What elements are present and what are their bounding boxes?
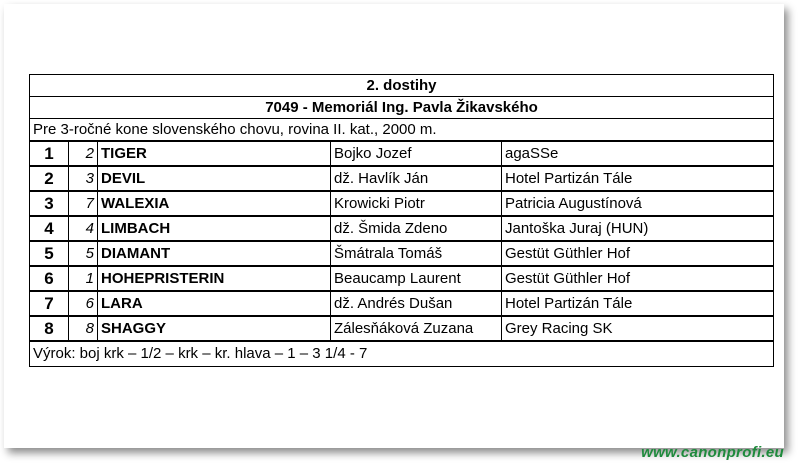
race-name: 7049 - Memoriál Ing. Pavla Žikavského [30, 97, 774, 119]
place-cell: 2 [30, 166, 69, 191]
owner-cell: Patricia Augustínová [502, 191, 774, 216]
owner-cell: Grey Racing SK [502, 316, 774, 341]
horse-cell: DIAMANT [98, 241, 331, 266]
owner-cell: Gestüt Güthler Hof [502, 241, 774, 266]
finish-margins: Výrok: boj krk – 1/2 – krk – kr. hlava – 1 – 3 1/4 - 7 [30, 341, 774, 367]
horse-cell: HOHEPRISTERIN [98, 266, 331, 291]
watermark: www.canonprofi.eu [641, 444, 784, 461]
jockey-cell: Bojko Jozef [331, 141, 502, 166]
start-number-cell: 2 [69, 141, 98, 166]
race-name-row [30, 97, 774, 119]
owner-cell: Hotel Partizán Tále [502, 166, 774, 191]
place-cell: 3 [30, 191, 69, 216]
place-cell: 6 [30, 266, 69, 291]
start-number-cell: 6 [69, 291, 98, 316]
place-cell: 8 [30, 316, 69, 341]
start-number-cell: 7 [69, 191, 98, 216]
table-row [30, 291, 774, 316]
table-row [30, 241, 774, 266]
race-conditions: Pre 3-ročné kone slovenského chovu, rovina II. kat., 2000 m. [30, 119, 774, 142]
table-row [30, 166, 774, 191]
horse-cell: LIMBACH [98, 216, 331, 241]
owner-cell: agaSSe [502, 141, 774, 166]
place-cell: 1 [30, 141, 69, 166]
owner-cell: Hotel Partizán Tále [502, 291, 774, 316]
table-row [30, 266, 774, 291]
race-heading-row [30, 75, 774, 97]
table-row [30, 216, 774, 241]
start-number-cell: 3 [69, 166, 98, 191]
horse-cell: WALEXIA [98, 191, 331, 216]
horse-cell: TIGER [98, 141, 331, 166]
horse-cell: LARA [98, 291, 331, 316]
owner-cell: Jantoška Juraj (HUN) [502, 216, 774, 241]
start-number-cell: 5 [69, 241, 98, 266]
start-number-cell: 1 [69, 266, 98, 291]
table-row [30, 191, 774, 216]
jockey-cell: dž. Havlík Ján [331, 166, 502, 191]
race-heading: 2. dostihy [30, 75, 774, 97]
horse-cell: SHAGGY [98, 316, 331, 341]
table-row [30, 316, 774, 341]
jockey-cell: Zálesňáková Zuzana [331, 316, 502, 341]
jockey-cell: Šmátrala Tomáš [331, 241, 502, 266]
place-cell: 4 [30, 216, 69, 241]
jockey-cell: dž. Šmida Zdeno [331, 216, 502, 241]
margins-row [30, 341, 774, 367]
owner-cell: Gestüt Güthler Hof [502, 266, 774, 291]
race-conditions-row [30, 119, 774, 142]
horse-cell: DEVIL [98, 166, 331, 191]
start-number-cell: 4 [69, 216, 98, 241]
start-number-cell: 8 [69, 316, 98, 341]
jockey-cell: Krowicki Piotr [331, 191, 502, 216]
jockey-cell: dž. Andrés Dušan [331, 291, 502, 316]
table-row [30, 141, 774, 166]
place-cell: 7 [30, 291, 69, 316]
jockey-cell: Beaucamp Laurent [331, 266, 502, 291]
place-cell: 5 [30, 241, 69, 266]
race-results-table [29, 74, 774, 367]
